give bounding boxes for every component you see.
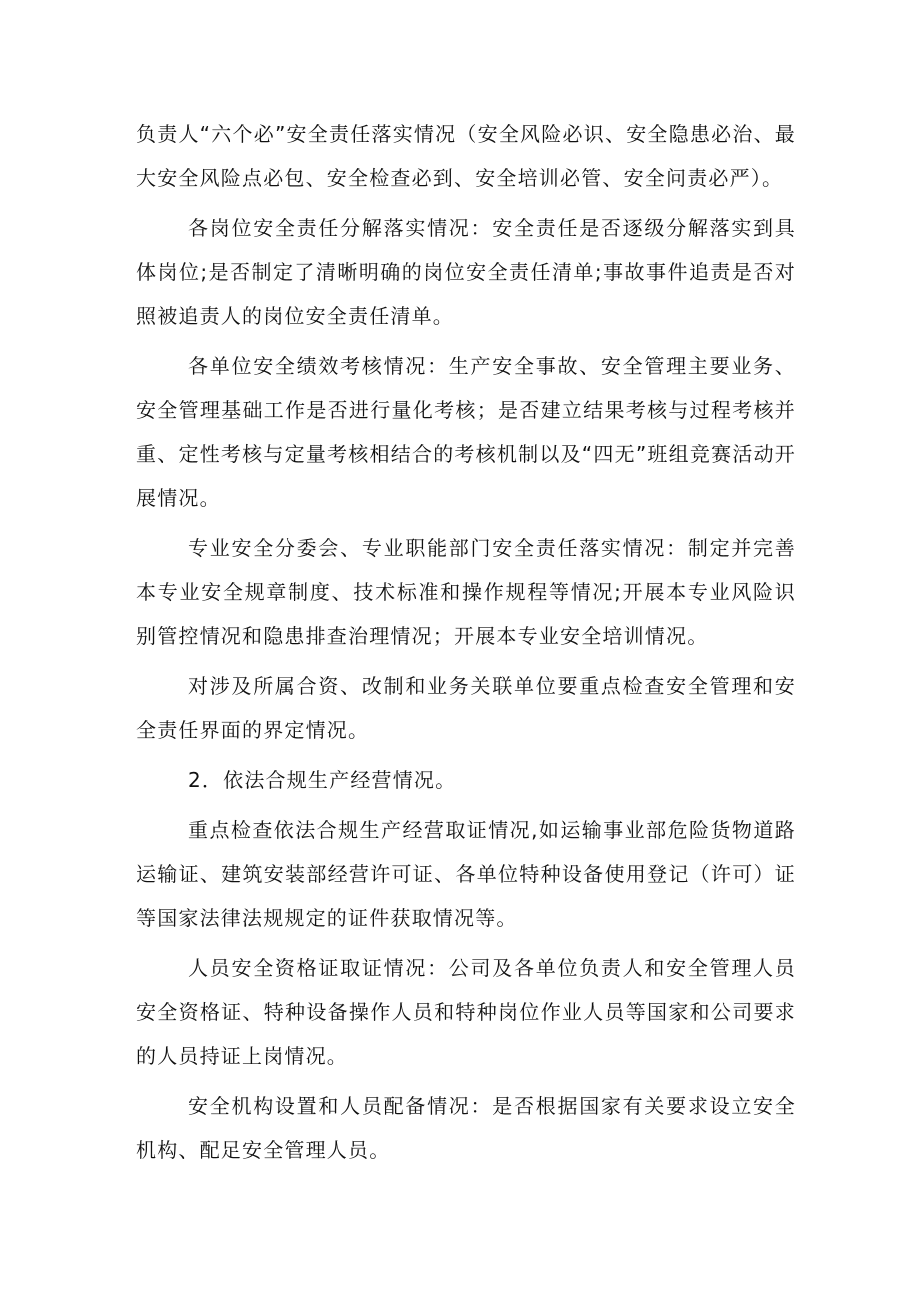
paragraph-affiliated-units: 对涉及所属合资、改制和业务关联单位要重点检查安全管理和安全责任界面的界定情况。	[136, 674, 796, 742]
paragraph-post-responsibility: 各岗位安全责任分解落实情况：安全责任是否逐级分解落实到具体岗位;是否制定了清晰明确的岗位安全责任清单;事故事件追责是否对照被追责人的岗位安全责任清单。	[136, 216, 796, 328]
paragraph-responsibility-six-musts: 负责人“六个必”安全责任落实情况（安全风险必识、安全隐患必治、最大安全风险点必包、安全检查必到、安全培训必管、安全问责必严）。	[136, 122, 796, 190]
document-body	[136, 112, 796, 1178]
paragraph-performance-assessment: 各单位安全绩效考核情况：生产安全事故、安全管理主要业务、安全管理基础工作是否进行量化考核；是否建立结果考核与过程考核并重、定性考核与定量考核相结合的考核机制以及“四无”班组竞赛活动开展情况。	[136, 354, 796, 510]
paragraph-safety-organization: 安全机构设置和人员配备情况：是否根据国家有关要求设立安全机构、配足安全管理人员。	[136, 1094, 796, 1162]
section-heading-compliance: 2．依法合规生产经营情况。	[188, 768, 457, 792]
paragraph-licenses: 重点检查依法合规生产经营取证情况,如运输事业部危险货物道路运输证、建筑安装部经营许可证、各单位特种设备使用登记（许可）证等国家法律法规规定的证件获取情况等。	[136, 818, 796, 930]
paragraph-committee-responsibility: 专业安全分委会、专业职能部门安全责任落实情况：制定并完善本专业安全规章制度、技术标准和操作规程等情况;开展本专业风险识别管控情况和隐患排查治理情况；开展本专业安全培训情况。	[136, 536, 796, 648]
paragraph-qualification-certificates: 人员安全资格证取证情况：公司及各单位负责人和安全管理人员安全资格证、特种设备操作人员和特种岗位作业人员等国家和公司要求的人员持证上岗情况。	[136, 956, 796, 1068]
